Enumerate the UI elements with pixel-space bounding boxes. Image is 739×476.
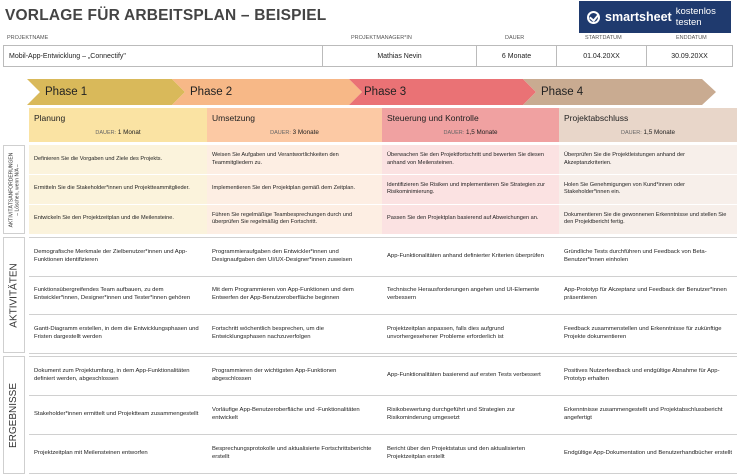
requirement-cell: Überwachen Sie den Projektfortschritt und bewerten Sie diesen anhand von Meilensteinen.	[382, 145, 559, 174]
activity-cell: Feedback zusammenstellen und Erkenntnisse für zukünftige Projekte dokumentieren	[564, 325, 722, 340]
phase-2-header	[207, 108, 382, 142]
divider	[29, 237, 737, 238]
requirement-cell: Passen Sie den Projektplan basierend auf Abweichungen an.	[382, 204, 559, 234]
phase-3-label: Phase 3	[364, 86, 407, 98]
project-end-field[interactable]: 30.09.20XX	[671, 52, 708, 60]
smartsheet-check-icon	[587, 11, 600, 24]
divider	[29, 434, 737, 435]
phase-1-duration: 1 Monat	[117, 129, 141, 136]
brand-name: smartsheet	[605, 10, 672, 24]
activity-cell: Technische Herausforderungen angehen und UI-Elemente verbessern	[387, 287, 540, 301]
project-start-field[interactable]: 01.04.20XX	[557, 46, 647, 66]
activity-cell: Demografische Merkmale der Zielbenutzer*innen und App-Funktionen identifizieren	[34, 248, 188, 263]
header-project-manager: PROJEKTMANAGER*IN	[351, 35, 412, 41]
requirements-section-label	[3, 145, 25, 234]
result-cell: Stakeholder*innen ermittelt und Projektteam zusammengestellt	[34, 410, 199, 417]
divider	[29, 174, 737, 175]
result-cell: Endgültige App-Dokumentation und Benutzerhandbücher erstellt	[564, 450, 732, 457]
activity-cell: App-Prototyp für Akzeptanz und Feedback der Benutzer*innen präsentieren	[564, 287, 727, 301]
header-end-date: ENDDATUM	[676, 35, 707, 41]
activity-cell: Fortschritt wöchentlich besprechen, um die Entwicklungsphasen nachzuverfolgen	[212, 325, 324, 340]
result-cell: Vorläufige App-Benutzeroberfläche und -Funktionalitäten entwickelt	[212, 406, 360, 421]
activity-cell: Gründliche Tests durchführen und Feedback von Beta-Benutzer*innen einholen	[564, 248, 707, 263]
smartsheet-cta-button[interactable]	[579, 1, 731, 33]
phase-2-name: Umsetzung	[212, 113, 255, 123]
phase-1-label: Phase 1	[45, 86, 88, 98]
project-info-row	[3, 45, 733, 67]
result-cell: Dokument zum Projektumfang, in dem App-Funktionalitäten definiert werden, abgeschlossen	[34, 367, 190, 382]
divider	[29, 395, 737, 396]
requirement-cell: Identifizieren Sie Risiken und implementieren Sie Strategien zur Risikominimierung.	[382, 174, 559, 204]
phase-3-header	[382, 108, 559, 142]
project-manager-field[interactable]: Mathias Nevin	[323, 46, 477, 66]
results-section-label	[3, 356, 25, 474]
activity-cell: Funktionsübergreifendes Team aufbauen, zu dem Entwickler*innen, Designer*innen und Tester*innen gehören	[34, 287, 191, 301]
project-duration-field[interactable]: 6 Monate	[477, 46, 557, 66]
result-cell: Besprechungsprotokolle und aktualisierte Fortschrittsberichte erstellt	[212, 446, 372, 460]
requirement-cell: Ermitteln Sie die Stakeholder*innen und Projektteammitglieder.	[29, 174, 207, 204]
brand-cta-label: kostenlos testen	[675, 6, 716, 28]
result-cell: App-Funktionalitäten basierend auf ersten Tests verbessert	[387, 371, 541, 378]
results-label-text: ERGEBNISSE	[8, 382, 20, 448]
divider	[29, 356, 737, 357]
phase-3-name: Steuerung und Kontrolle	[387, 113, 479, 123]
phase-4-duration-label: DAUER:	[620, 130, 642, 136]
requirement-cell: Entwickeln Sie den Projektzeitplan und die Meilensteine.	[29, 204, 207, 234]
phase-1-duration-label: DAUER:	[95, 130, 117, 136]
activity-cell: Programmieraufgaben den Entwickler*innen und Designaufgaben den UI/UX-Designer*innen zuweisen	[212, 248, 353, 263]
requirement-cell: Dokumentieren Sie die gewonnenen Erkenntnisse und stellen Sie den Projektbericht fertig.	[559, 204, 737, 234]
result-cell: Projektzeitplan mit Meilensteinen entworfen	[34, 450, 148, 457]
phase-4-label: Phase 4	[541, 86, 584, 98]
result-cell: Risikobewertung durchgeführt und Strategien zur Risikominderung umgesetzt	[387, 406, 516, 421]
divider	[29, 204, 737, 205]
activity-cell: Mit dem Programmieren von App-Funktionen und dem Entwerfen der App-Benutzeroberfläche beginnen	[212, 287, 354, 301]
header-duration: DAUER	[505, 35, 525, 41]
divider	[29, 314, 737, 315]
activity-cell: App-Funktionalitäten anhand definierter Kriterien überprüfen	[387, 252, 544, 259]
phase-4-header	[559, 108, 737, 142]
requirement-cell: Überprüfen Sie die Projektleistungen anhand der Akzeptanzkriterien.	[559, 145, 737, 174]
requirement-cell: Weisen Sie Aufgaben und Verantwortlichkeiten den Teammitgliedern zu.	[207, 145, 382, 174]
activities-section-label	[3, 237, 25, 353]
phase-4-name: Projektabschluss	[564, 113, 629, 123]
phase-timeline	[0, 79, 739, 105]
requirement-cell: Implementieren Sie den Projektplan gemäß dem Zeitplan.	[207, 174, 382, 204]
header-project-name: PROJEKTNAME	[7, 35, 49, 41]
phase-3-duration-label: DAUER:	[443, 130, 465, 136]
requirements-label-text: AKTIVITÄTSANFORDERUNGEN – Löschen, wenn N/A –	[8, 152, 21, 227]
phase-3-duration: 1,5 Monate	[466, 129, 498, 136]
activities-label-text: AKTIVITÄTEN	[8, 262, 20, 328]
activity-cell: Projektzeitplan anpassen, falls dies aufgrund unvorhergesehener Probleme erforderlich ist	[387, 325, 504, 340]
requirement-cell: Führen Sie regelmäßige Teambesprechungen durch und überprüfen Sie regelmäßig den Fortschritt.	[207, 204, 382, 234]
activity-cell: Gantt-Diagramm erstellen, in dem die Entwicklungsphasen und Fristen dargestellt werden	[34, 325, 199, 340]
phase-1-header	[29, 108, 207, 142]
divider	[29, 353, 737, 354]
divider	[29, 473, 737, 474]
requirement-cell: Holen Sie Genehmigungen von Kund*innen oder Stakeholder*innen ein.	[559, 174, 737, 204]
result-cell: Bericht über den Projektstatus und den aktualisierten Projektzeitplan erstellt	[387, 446, 526, 460]
phase-2-duration: 3 Monate	[292, 129, 319, 136]
project-name-field[interactable]: Mobil-App-Entwicklung – „Connectify"	[4, 46, 323, 66]
divider	[29, 276, 737, 277]
phase-2-duration-label: DAUER:	[270, 130, 291, 136]
result-cell: Programmieren der wichtigsten App-Funktionen abgeschlossen	[212, 367, 337, 382]
workplan-grid	[3, 108, 737, 476]
phase-1-name: Planung	[34, 113, 66, 123]
page-title: VORLAGE FÜR ARBEITSPLAN – BEISPIEL	[5, 7, 327, 24]
result-cell: Positives Nutzerfeedback und endgültige Abnahme für App-Prototyp erhalten	[564, 367, 720, 382]
phase-4-duration: 1,5 Monate	[643, 129, 676, 136]
header-start-date: STARTDATUM	[585, 35, 622, 41]
phase-2-label: Phase 2	[190, 86, 233, 98]
requirement-cell: Definieren Sie die Vorgaben und Ziele des Projekts.	[29, 145, 207, 174]
result-cell: Erkenntnisse zusammengestellt und Projektabschlussbericht angefertigt	[564, 406, 723, 421]
